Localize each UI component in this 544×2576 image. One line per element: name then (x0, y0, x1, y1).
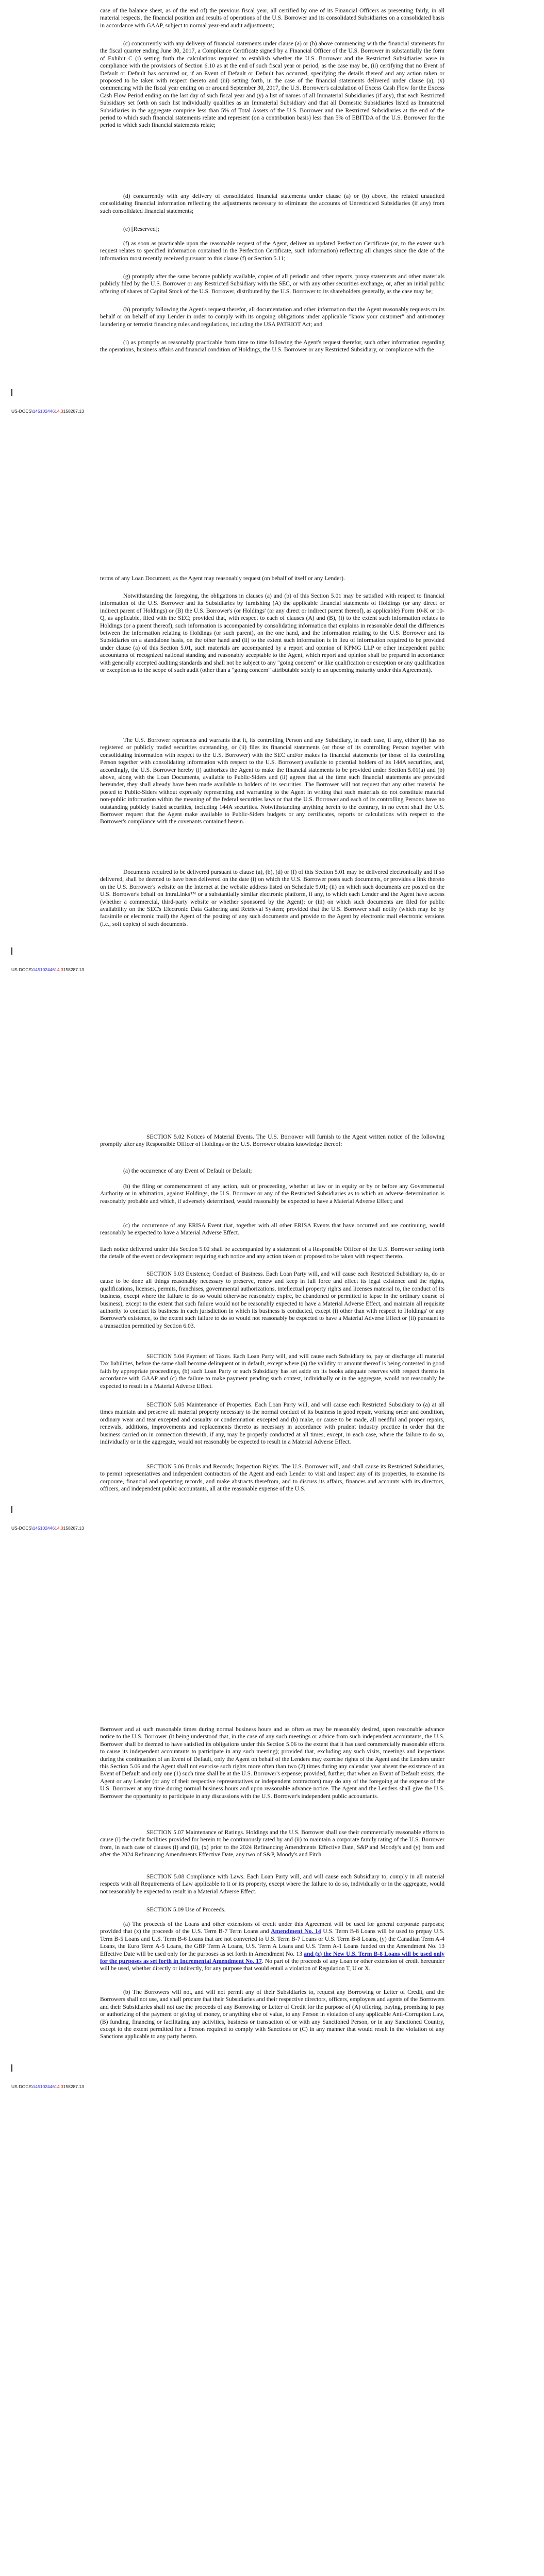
change-bar (11, 2064, 12, 2072)
clause-d: (d) concurrently with any delivery of consolidated financial statements under clause (a) or (b) above, the related unaudited consolidating financial information reflecting the adjustments necessary to eliminate the accounts of Unrestricted Subsidiaries (if any) from such consolidated financial statements; (100, 193, 444, 214)
paragraph-documents: Documents required to be delivered pursuant to clause (a), (b), (d) or (f) of this Section 5.01 may be delivered electronically and if so delivered, shall be deemed to have been delivered on the date (i) on which the U.S. Borrower posts such documents, or provides a link thereto on the U.S. Borrower's website on the Internet at the website address listed on Schedule 9.01; (ii) on which such documents are posted on the U.S. Borrower's behalf on IntraLinks™ or a substantially similar electronic platform, if any, to which each Lender and the Agent have access (whether a commercial, third-party website or whether sponsored by the Agent); or (iii) on which such documents are filed for public availability on the SEC's Electronic Data Gathering and Retrieval System; provided that the U.S. Borrower shall notify (which may be by facsimile or electronic mail) the Agent of the posting of any such documents and provide to the Agent by electronic mail electronic versions (i.e., soft copies) of such documents. (100, 869, 444, 927)
paragraph-notwithstanding: Notwithstanding the foregoing, the obligations in clauses (a) and (b) of this Section 5.01 may be satisfied with respect to financial information of the U.S. Borrower and its Subsidiaries by furnishing (A) the applicable financial statements of Holdings (or any direct or indirect parent of Holdings) or (B) the U.S. Borrower's (or Holdings' (or any direct or indirect parent thereof), as applicable) Form 10-K or 10-Q, as applicable, filed with the SEC; provided that, with respect to each of clauses (A) and (B), (i) to the extent such information relates to Holdings (or a parent thereof), such information is accompanied by consolidating information that explains in reasonable detail the differences between the information relating to Holdings (or such parent), on the one hand, and the information relating to the U.S. Borrower and its Subsidiaries on a standalone basis, on the other hand and (ii) to the extent such information is in lieu of information required to be provided under clause (a) of this Section 5.01, such materials are accompanied by a report and opinion of KPMG LLP or other independent public accountants of recognized national standing and reasonably acceptable to the Agent, which report and opinion shall be prepared in accordance with generally accepted auditing standards and shall not be subject to any "going concern" or like qualification or exception or any qualification or exception as to the scope of such audit (other than a "going concern" attributable solely to an upcoming maturity under this Agreement). (100, 592, 444, 674)
footer-version: 14.3 (55, 409, 63, 414)
section-5-09: SECTION 5.09 Use of Proceeds. (146, 1906, 226, 1913)
footer-tail: 158287.13 (63, 2084, 84, 2089)
use-of-proceeds-text: U.S. Term B-8 Loans will be used to prepay U.S. Term B-5 Loans and U.S. Term B-6 Loans that are not converted to U.S. Term B-7 Loans or U.S. Term B-8 Loans (100, 1928, 444, 1942)
section-5-02: SECTION 5.02 Notices of Material Events. The U.S. Borrower will furnish to the Agent written notice of the following promptly after any Responsible Officer of Holdings or the U.S. Borrower obtains knowledge thereof: (100, 1133, 444, 1148)
footer-doc-id: 145102446 (32, 1526, 55, 1531)
footer-tail: 158287.13 (63, 1526, 84, 1531)
paragraph-continuation: case of the balance sheet, as of the end of) the previous fiscal year, all certified by one of its Financial Officers as presenting fairly, in all material respects, the financial position and results of operations of the U.S. Borrower and its consolidated Subsidiaries on a consolidated basis in accordance with GAAP, subject to normal year-end audit adjustments; (100, 7, 444, 29)
footer-tail: 158287.13 (63, 409, 84, 414)
footer-prefix: US-DOCS\ (11, 967, 33, 972)
clause-g: (g) promptly after the same become publicly available, copies of all periodic and other reports, proxy statements and other materials publicly filed by the U.S. Borrower or any Restricted Subsidiary with the SEC, or with any other securities exchange, or, after an initial public offering of shares of Capital Stock of the U.S. Borrower, distributed by the U.S. Borrower to its shareholders generally, as the case may be; (100, 273, 444, 295)
section-5-06-continued: Borrower and at such reasonable times during normal business hours and as often as may be reasonably desired, upon reasonable advance notice to the U.S. Borrower (it being understood that, in the case of any such meetings or advice from such independent accountants, the U.S. Borrower shall be deemed to have satisfied its obligations under this Section 5.06 to the extent that it has used commercially reasonable efforts to cause its independent accountants to participate in any such meeting); provided that, excluding any such visits, meetings and inspections during the continuation of an Event of Default, only the Agent on behalf of the Lenders may exercise rights of the Agent and the Lenders under this Section 5.06 and the Agent shall not exercise such rights more often than two (2) times during any calendar year absent the existence of an Event of Default and only one (1) such time shall be at the U.S. Borrower's expense; provided, further, that when an Event of Default exists, the Agent or any Lender (or any of their respective representatives or independent contractors) may do any of the foregoing at the expense of the U.S. Borrower at any time during normal business hours and upon reasonable advance notice. The Agent and the Lenders shall give the U.S. Borrower the opportunity to participate in any discussions with the U.S. Borrower's independent public accountants. (100, 1726, 444, 1800)
section-5-09-b: (b) The Borrowers will not, and will not permit any of their Subsidiaries to, request any Borrowing or Letter of Credit, and the Borrowers shall not use, and shall procure that their Subsidiaries and their respective directors, officers, employees and agents of the Borrowers and their Subsidiaries shall not use the proceeds of any Borrowing or Letter of Credit for the purpose of (A) offering, paying, promising to pay or authorizing of the payment or giving of money, or anything else of value, to any Person in violation of any applicable Anti-Corruption Law, (B) funding, financing or facilitating any activities, business or transaction of or with any Sanctioned Person, or in any Sanctioned Country, except to the extent permitted for a Person required to comply with Sanctions or (C) in any manner that would result in the violation of any Sanctions applicable to any party hereto. (100, 1989, 444, 2040)
amendment-insert: and (z) the New U.S. Term B-8 Loans will be used only for the purposes as set forth in Incremental Amendment No. 17 (100, 1950, 445, 1965)
clause-e: (e) [Reserved]; (123, 226, 159, 232)
section-5-03: SECTION 5.03 Existence; Conduct of Business. Each Loan Party will, and will cause each Restricted Subsidiary to, do or cause to be done all things reasonably necessary to preserve, renew and keep in full force and effect its legal existence and the rights, qualifications, licenses, permits, franchises, governmental authorizations, intellectual property rights and licenses material to, the conduct of its business, except where the failure to do so would otherwise reasonably expire, be abandoned or permitted to lapse in the ordinary course of business), except to the extent that such failure would not be reasonably expected to have a Material Adverse Effect, and maintain all requisite authority to conduct its business in each jurisdiction in which its business is conducted, except (i) other than with respect to Holdings' or any Borrower's existence, to the extent such failure to do so would not reasonably be expected to have a Material Adverse Effect or (ii) pursuant to a transaction permitted by Section 6.03. (100, 1270, 444, 1329)
change-bar (11, 947, 12, 955)
footer-prefix: US-DOCS\ (11, 409, 33, 414)
section-5-07: SECTION 5.07 Maintenance of Ratings. Holdings and the U.S. Borrower shall use their commercially reasonable efforts to cause (i) the credit facilities provided for herein to be continuously rated by and (ii) to maintain a corporate family rating of the U.S. Borrower from, in each case of clauses (i) and (ii), (x) prior to the 2024 Refinancing Amendments Effective Date, S&P and Moody's and (y) from and after the 2024 Refinancing Amendments Effective Date, any two of S&P, Moody's and Fitch. (100, 1829, 444, 1858)
section-5-02-c: (c) the occurrence of any ERISA Event that, together with all other ERISA Events that have occurred and are continuing, would reasonably be expected to have a Material Adverse Effect. (100, 1222, 444, 1236)
section-5-09-a (100, 1921, 444, 1973)
footer-tail: 158287.13 (63, 967, 84, 972)
footer-version: 14.3 (55, 967, 63, 972)
clause-f: (f) as soon as practicable upon the reasonable request of the Agent, deliver an updated Perfection Certificate (or, to the extent such request relates to specified information contained in the Perfection Certificate, such information) reflecting all changes since the date of the information most recently received pursuant to this clause (f) or Section 5.11; (100, 240, 444, 262)
clause-i-continued: terms of any Loan Document, as the Agent may reasonably request (on behalf of itself or any Lender). (100, 575, 345, 582)
footer-doc-id: 145102446 (32, 2084, 55, 2089)
footer-version: 14.3 (55, 2084, 63, 2089)
footer-doc-id: 145102446 (32, 409, 55, 414)
section-5-06: SECTION 5.06 Books and Records; Inspection Rights. The U.S. Borrower will, and shall cause its Restricted Subsidiaries, to permit representatives and independent contractors of the Agent and each Lender to visit and inspect any of its properties, to examine its corporate, financial and operating records, and make abstracts therefrom, and to discuss its affairs, finances and accounts with its directors, officers, and independent public accountants, all at the reasonable expense of the U.S. (100, 1463, 444, 1493)
footer-prefix: US-DOCS\ (11, 1526, 33, 1531)
change-bar (11, 1506, 12, 1513)
use-of-proceeds-text: , (y) the Canadian Term A-4 Loans, the Euro Term A-5 Loans, the GBP Term A Loans, U.S. Term A Loans and U.S. Term A-1 Loans funded on the Amendment No. 13 Effective Date will be used only for the purposes as set forth in Amendment No. 13 (100, 1935, 444, 1957)
section-5-02-b: (b) the filing or commencement of any action, suit or proceeding, whether at law or in equity or by or before any Governmental Authority or in arbitration, against Holdings, the U.S. Borrower or any of the Restricted Subsidiaries as to which an adverse determination is reasonably probable and which, if adversely determined, would reasonably be expected to have a Material Adverse Effect; and (100, 1183, 444, 1205)
section-5-08: SECTION 5.08 Compliance with Laws. Each Loan Party will, and will cause each Subsidiary to, comply in all material respects with all Requirements of Law applicable to it or its property, except where the failure to do so, individually or in the aggregate, would not reasonably be expected to result in a Material Adverse Effect. (100, 1873, 444, 1895)
section-5-02-tail: Each notice delivered under this Section 5.02 shall be accompanied by a statement of a Responsible Officer of the U.S. Borrower setting forth the details of the event or development requiring such notice and any action taken or proposed to be taken with respect thereto. (100, 1246, 444, 1260)
footer-prefix: US-DOCS\ (11, 2084, 33, 2089)
footer-doc-id: 145102446 (32, 967, 55, 972)
page-footer (11, 409, 84, 414)
page-footer (11, 967, 84, 972)
footer-version: 14.3 (55, 1526, 63, 1531)
clause-i: (i) as promptly as reasonably practicable from time to time following the Agent's request therefor, such other information regarding the operations, business affairs and financial condition of Holdings, the U.S. Borrower or any Restricted Subsidiary, or compliance with the (100, 339, 444, 353)
use-of-proceeds-text: . No part of the proceeds of any Loan or other extension of credit hereunder will be used, whether directly or indirectly, for any purpose that would entail a violation of Regulation T, U or X. (100, 1958, 444, 1972)
amendment-insert: Amendment No. 14 (271, 1928, 321, 1935)
section-5-05: SECTION 5.05 Maintenance of Properties. Each Loan Party will, and will cause each Restricted Subsidiary to (a) at all times maintain and preserve all material property necessary to the normal conduct of its business in good repair, working order and condition, ordinary wear and tear excepted and casualty or condemnation excepted and (b) make, or cause to be made, all needful and proper repairs, renewals, additions, improvements and replacements thereto as necessary in accordance with prudent industry practice in order that the business carried on in connection therewith, if any, may be properly conducted at all times, except, in each case, where the failure to do so, individually or in the aggregate, would not reasonably be expected to result in a Material Adverse Effect. (100, 1401, 444, 1446)
paragraph-representation: The U.S. Borrower represents and warrants that it, its controlling Person and any Subsidiary, in each case, if any, either (i) has no registered or publicly traded securities outstanding, or (ii) files its financial statements (or those of its controlling Person together with consolidating information with respect to the U.S. Borrower) with the SEC and/or makes its financial statements (or those of its controlling Person together with consolidating information with respect to the U.S. Borrower) available to potential holders of its 144A securities, and, accordingly, the U.S. Borrower hereby (i) authorizes the Agent to make the financial statements to be provided under Section 5.01(a) and (b) above, along with the Loan Documents, available to Public-Siders and (ii) agrees that at the time such financial statements are provided hereunder, they shall already have been made available to holders of its securities. The Borrower will not request that any other material be posted to Public-Siders without expressly representing and warranting to the Agent in writing that such materials do not constitute material non-public information within the meaning of the federal securities laws or that the U.S. Borrower and each of its controlling Persons have no outstanding publicly traded securities, including 144A securities. Notwithstanding anything herein to the contrary, in no event shall the U.S. Borrower request that the Agent make available to Public-Siders budgets or any certificates, reports or calculations with respect to the Borrower's compliance with the covenants contained herein. (100, 737, 444, 825)
page-footer (11, 2084, 84, 2089)
section-5-02-a: (a) the occurrence of any Event of Default or Default; (123, 1167, 252, 1174)
clause-h: (h) promptly following the Agent's request therefor, all documentation and other information that the Agent reasonably requests on its behalf or on behalf of any Lender in order to comply with its ongoing obligations under applicable "know your customer" and anti-money laundering or terrorist financing rules and regulations, including the USA PATRIOT Act; and (100, 306, 444, 328)
section-5-04: SECTION 5.04 Payment of Taxes. Each Loan Party will, and will cause each Subsidiary to, pay or discharge all material Tax liabilities, before the same shall become delinquent or in default, except where (a) the validity or amount thereof is being contested in good faith by appropriate proceedings, (b) such Loan Party or such Subsidiary has set aside on its books adequate reserves with respect thereto in accordance with GAAP and (c) the failure to make payment pending such contest, individually or in the aggregate, would not reasonably be expected to result in a Material Adverse Effect. (100, 1353, 444, 1389)
change-bar (11, 389, 12, 396)
clause-c: (c) concurrently with any delivery of financial statements under clause (a) or (b) above commencing with the financial statements for the fiscal quarter ending June 30, 2017, a Compliance Certificate signed by a Financial Officer of the U.S. Borrower in substantially the form of Exhibit C (i) setting forth the calculations required to establish whether the U.S. Borrower and the Restricted Subsidiaries were in compliance with the provisions of Section 6.10 as at the end of such fiscal year or period, as the case may be, (ii) certifying that no Event of Default or Default has occurred or, if an Event of Default or Default has occurred, specifying the details thereof and any action taken or proposed to be taken with respect thereto and (iii) setting forth, in the case of the financial statements delivered under clause (a), (x) commencing with the fiscal year ending on or around September 30, 2017, the U.S. Borrower's calculation of Excess Cash Flow for the Excess Cash Flow Period ending on the last day of such fiscal year and (y) a list of names of all Immaterial Subsidiaries (if any), that each Restricted Subsidiary set forth on such list individually qualifies as an Immaterial Subsidiary and that all Domestic Subsidiaries listed as Immaterial Subsidiaries in the aggregate comprise less than 5% of Total Assets of the U.S. Borrower and the Restricted Subsidiaries at the end of the period to which such financial statements relate and represent (on a contribution basis) less than 5% of EBITDA of the U.S. Borrower for the period to which such financial statements relate; (100, 40, 444, 129)
use-of-proceeds-text: (a) The proceeds of the Loans and other extensions of credit under this Agreement will be used for general corporate purposes; provided that (x) the proceeds of the U.S. Term B-7 Term Loans and (100, 1921, 444, 1935)
page-footer (11, 1526, 84, 1531)
